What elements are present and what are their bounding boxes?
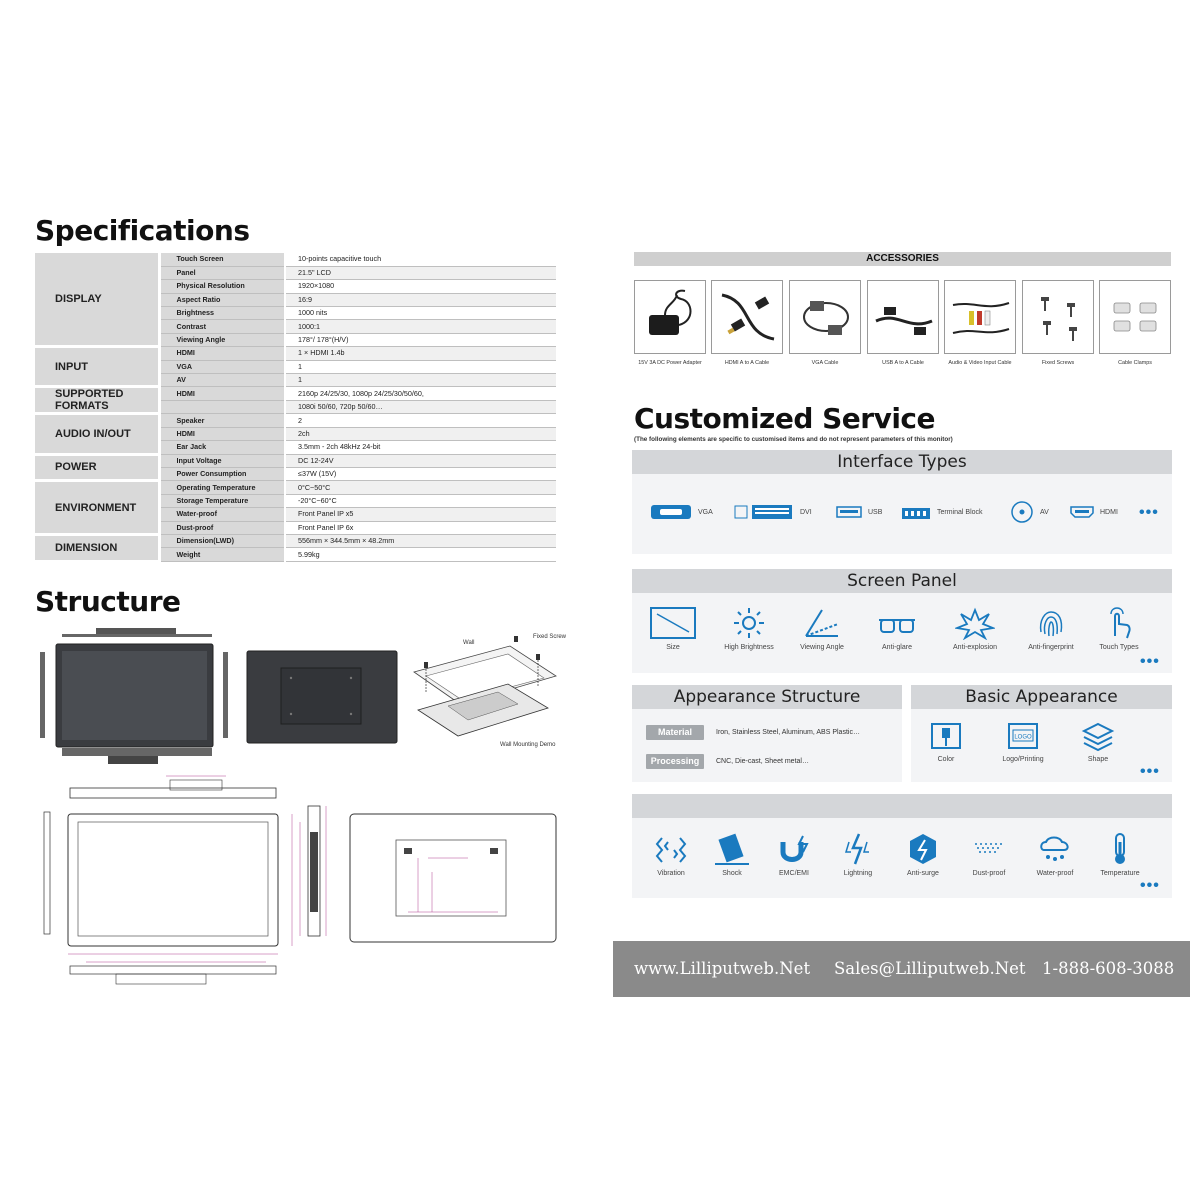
- accessory-cable-clamps: [1099, 280, 1171, 354]
- protection-water-proof: Water-proof: [1030, 832, 1080, 877]
- dimension-front-drawing: [36, 772, 336, 990]
- spec-category: DIMENSION: [35, 534, 159, 561]
- spec-label: Aspect Ratio: [159, 293, 285, 306]
- spec-value: Front Panel IP x5: [285, 508, 556, 521]
- accessory-caption: 15V 3A DC Power Adapter: [638, 360, 702, 366]
- vga-cable-icon: [790, 281, 862, 355]
- processing-label: Processing: [646, 754, 704, 769]
- spec-label: Brightness: [159, 307, 285, 320]
- spec-row: [35, 534, 556, 547]
- screen-anti-glare: Anti-glare: [868, 606, 926, 651]
- accessory-av-cable: [944, 280, 1016, 354]
- accessory-caption: USB A to A Cable: [882, 360, 924, 366]
- screen-panel-title: Screen Panel: [632, 569, 1172, 593]
- anti-explosion-icon: [955, 606, 995, 640]
- dust-proof-icon: [970, 832, 1008, 866]
- spec-label: [159, 400, 285, 414]
- spec-row: [35, 387, 556, 401]
- protection-more-icon: •••: [1140, 877, 1160, 894]
- screen-anti-explosion: Anti-explosion: [944, 606, 1006, 651]
- screen-high-brightness: High Brightness: [718, 606, 780, 651]
- screen-size: Size: [644, 606, 702, 651]
- protection-anti-surge: Anti-surge: [898, 832, 948, 877]
- anti-glare-icon: [877, 606, 917, 640]
- vibration-icon: [652, 832, 690, 866]
- touch-types-icon: [1099, 604, 1139, 640]
- basic-logo-printing: LOGO Logo/Printing: [994, 722, 1052, 763]
- screen-more-icon: •••: [1140, 653, 1160, 670]
- spec-label: Power Consumption: [159, 467, 285, 480]
- spec-category: INPUT: [35, 347, 159, 387]
- protection-lightning: Lightning: [834, 832, 882, 877]
- email-link[interactable]: Sales@Lilliputweb.Net: [834, 959, 1026, 978]
- spec-value: 2160p 24/25/30, 1080p 24/25/30/50/60,: [285, 387, 556, 401]
- viewing-angle-icon: [802, 606, 842, 640]
- protection-shock: Shock: [708, 832, 756, 877]
- usb-cable-icon: [868, 281, 940, 355]
- spec-row: [35, 253, 556, 266]
- spec-category: ENVIRONMENT: [35, 481, 159, 535]
- spec-value: 1: [285, 360, 556, 373]
- monitor-front-view-drawing: [38, 626, 238, 770]
- basic-appearance-title: Basic Appearance: [911, 685, 1172, 709]
- spec-label: Operating Temperature: [159, 481, 285, 494]
- protection-emc-emi: EMC/EMI: [770, 832, 818, 877]
- spec-label: Panel: [159, 266, 285, 279]
- interface-terminal-block: Terminal Block: [901, 500, 983, 524]
- spec-value: 0°C~50°C: [285, 481, 556, 494]
- accessory-caption: Cable Clamps: [1118, 360, 1152, 366]
- spec-category: POWER: [35, 454, 159, 481]
- customized-service-note: (The following elements are specific to customised items and do not represent parameters of this monitor): [634, 436, 953, 443]
- lightning-icon: [839, 832, 877, 866]
- interface-av: AV: [1010, 500, 1049, 524]
- spec-label: Dimension(LWD): [159, 534, 285, 547]
- accessory-hdmi-cable: [711, 280, 783, 354]
- spec-value: DC 12-24V: [285, 454, 556, 467]
- anti-fingerprint-icon: [1031, 606, 1071, 640]
- accessory-power-adapter: [634, 280, 706, 354]
- spec-value: 3.5mm - 2ch 48kHz 24-bit: [285, 441, 556, 454]
- logo-icon: [1006, 722, 1040, 752]
- high-brightness-icon: [729, 606, 769, 640]
- monitor-back-view-drawing: [246, 650, 398, 744]
- spec-label: HDMI: [159, 347, 285, 360]
- basic-shape: Shape: [1074, 722, 1122, 763]
- spec-value: 1000:1: [285, 320, 556, 333]
- interface-hdmi: HDMI: [1070, 500, 1118, 524]
- spec-category: DISPLAY: [35, 253, 159, 347]
- temperature-icon: [1101, 832, 1139, 866]
- hdmi-cable-icon: [712, 281, 784, 355]
- processing-text: CNC, Die-cast, Sheet metal…: [716, 758, 809, 765]
- accessory-caption: Fixed Screws: [1041, 360, 1075, 366]
- power-adapter-icon: [635, 281, 707, 355]
- structure-title: Structure: [35, 585, 181, 618]
- screen-touch-types: Touch Types: [1092, 604, 1146, 651]
- spec-value: 2ch: [285, 427, 556, 440]
- protection-dust-proof: Dust-proof: [964, 832, 1014, 877]
- appearance-structure-title: Appearance Structure: [632, 685, 902, 709]
- contact-footer: [613, 941, 1190, 997]
- svg-text:LOGO: LOGO: [1014, 734, 1032, 741]
- spec-value: 5.99kg: [285, 548, 556, 561]
- shape-icon: [1081, 722, 1115, 752]
- wall-mounting-demo-drawing: [408, 636, 558, 746]
- spec-label: Water-proof: [159, 508, 285, 521]
- spec-row: [35, 347, 556, 360]
- emc-emi-icon: [775, 832, 813, 866]
- interface-dvi: DVI: [734, 500, 812, 524]
- screen-anti-fingerprint: Anti-fingerprint: [1020, 606, 1082, 651]
- shock-icon: [713, 832, 751, 866]
- spec-label: HDMI: [159, 387, 285, 401]
- interface-usb: USB: [836, 500, 882, 524]
- water-proof-icon: [1036, 832, 1074, 866]
- spec-label: Input Voltage: [159, 454, 285, 467]
- basic-more-icon: •••: [1140, 763, 1160, 780]
- spec-label: Speaker: [159, 414, 285, 427]
- spec-value: 1920×1080: [285, 280, 556, 293]
- spec-label: Dust-proof: [159, 521, 285, 534]
- specifications-table: [35, 253, 556, 563]
- spec-row: [35, 414, 556, 427]
- protection-vibration: Vibration: [646, 832, 696, 877]
- interface-more-icon: •••: [1139, 504, 1159, 521]
- protection-temperature: Temperature: [1094, 832, 1146, 877]
- screen-viewing-angle: Viewing Angle: [792, 606, 852, 651]
- wall-label: Wall: [463, 640, 475, 646]
- customized-service-title: Customized Service: [634, 402, 936, 435]
- material-text: Iron, Stainless Steel, Aluminum, ABS Plastic…: [716, 729, 860, 736]
- accessory-caption: VGA Cable: [811, 360, 839, 366]
- phone-link[interactable]: 1-888-608-3088: [1042, 959, 1175, 978]
- spec-label: Contrast: [159, 320, 285, 333]
- spec-label: Storage Temperature: [159, 494, 285, 507]
- accessory-caption: Audio & Video Input Cable: [948, 360, 1012, 366]
- screws-icon: [1023, 281, 1095, 355]
- interface-vga: VGA: [650, 500, 713, 524]
- specifications-title: Specifications: [35, 214, 250, 247]
- spec-value: 556mm × 344.5mm × 48.2mm: [285, 534, 556, 547]
- color-icon: [929, 722, 963, 752]
- spec-label: Physical Resolution: [159, 280, 285, 293]
- accessory-vga-cable: [789, 280, 861, 354]
- hdmi-port-icon: [1070, 506, 1094, 518]
- protection-header: [632, 794, 1172, 818]
- terminal-block-icon: [901, 504, 931, 520]
- spec-value: 1000 nits: [285, 307, 556, 320]
- vga-port-icon: [650, 504, 692, 520]
- spec-value: 1: [285, 374, 556, 387]
- wall-demo-label: Wall Mounting Demo: [500, 742, 556, 748]
- accessories-header: ACCESSORIES: [634, 252, 1171, 266]
- spec-value: 2: [285, 414, 556, 427]
- interface-types-title: Interface Types: [632, 450, 1172, 474]
- spec-value: -20°C~60°C: [285, 494, 556, 507]
- av-cable-icon: [945, 281, 1017, 355]
- accessory-fixed-screws: [1022, 280, 1094, 354]
- dimension-back-drawing: [348, 812, 558, 944]
- spec-label: Touch Screen: [159, 253, 285, 266]
- spec-label: Weight: [159, 548, 285, 561]
- website-link[interactable]: www.Lilliputweb.Net: [634, 959, 811, 978]
- spec-value: 178°/ 178°(H/V): [285, 333, 556, 346]
- spec-value: Front Panel IP 6x: [285, 521, 556, 534]
- spec-category: AUDIO IN/OUT: [35, 414, 159, 454]
- spec-label: Viewing Angle: [159, 333, 285, 346]
- anti-surge-icon: [904, 832, 942, 866]
- spec-label: HDMI: [159, 427, 285, 440]
- spec-label: AV: [159, 374, 285, 387]
- spec-category: SUPPORTED FORMATS: [35, 387, 159, 414]
- spec-label: VGA: [159, 360, 285, 373]
- dvi-port-icon: [734, 504, 794, 520]
- spec-row: [35, 454, 556, 467]
- spec-label: Ear Jack: [159, 441, 285, 454]
- spec-value: 21.5" LCD: [285, 266, 556, 279]
- material-label: Material: [646, 725, 704, 740]
- accessory-caption: HDMI A to A Cable: [724, 360, 770, 366]
- av-port-icon: [1010, 500, 1034, 524]
- spec-value: ≤37W (15V): [285, 467, 556, 480]
- fixed-screw-label: Fixed Screw: [533, 634, 567, 640]
- spec-value: 10-points capacitive touch: [285, 253, 556, 266]
- cable-clamps-icon: [1100, 281, 1172, 355]
- spec-value: 1080i 50/60, 720p 50/60…: [285, 400, 556, 414]
- accessory-usb-cable: [867, 280, 939, 354]
- basic-color: Color: [920, 722, 972, 763]
- spec-value: 1 × HDMI 1.4b: [285, 347, 556, 360]
- spec-value: 16:9: [285, 293, 556, 306]
- spec-row: [35, 481, 556, 494]
- usb-port-icon: [836, 506, 862, 518]
- size-icon: [649, 606, 697, 640]
